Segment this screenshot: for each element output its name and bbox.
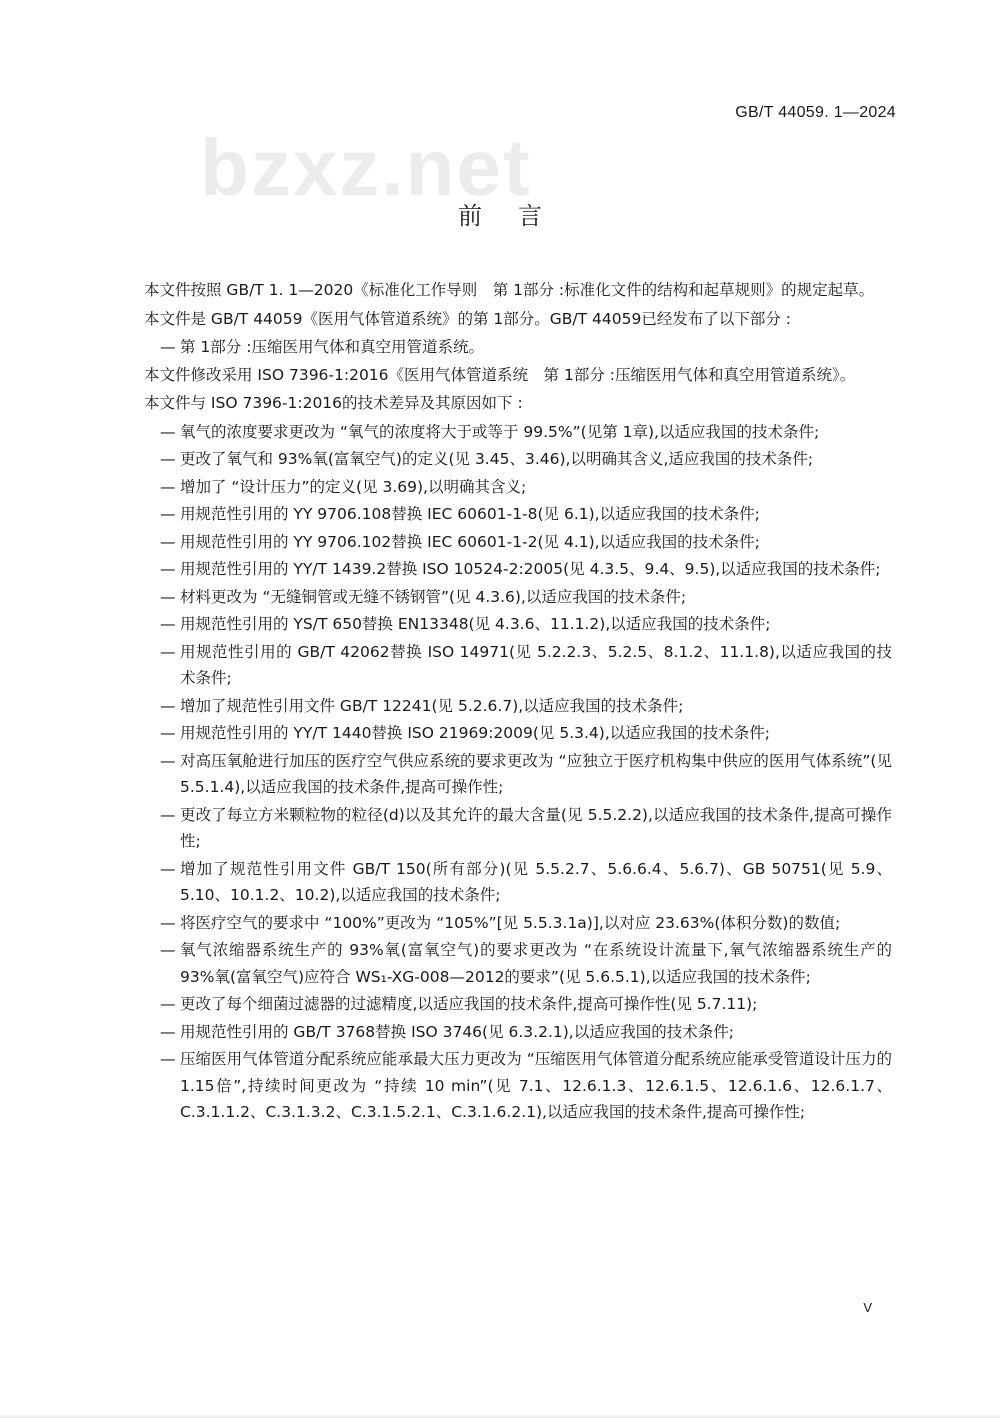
list-item [108,474,892,501]
dash-bullet: — [160,724,176,742]
list-item-text: 用规范性引用的 YY 9706.108替换 IEC 60601-1-8(见 6.1),以适应我国的技术条件; [180,505,760,523]
parts-list [108,334,892,361]
dash-bullet: — [160,505,176,523]
watermark: bzxz.net [200,123,532,212]
list-item [108,1046,892,1126]
list-item-text: 对高压氧舱进行加压的医疗空气供应系统的要求更改为 “应独立于医疗机构集中供应的医用气体系统”(见 5.5.1.4),以适应我国的技术条件,提高可操作性; [180,751,892,796]
dash-bullet: — [160,642,176,661]
list-item [108,748,892,801]
dash-bullet: — [160,422,176,441]
list-item [108,446,892,473]
list-item-text: 用规范性引用的 GB/T 42062替换 ISO 14971(见 5.2.2.3、5.2.5、8.1.2、11.1.8),以适应我国的技术条件; [180,642,892,687]
list-item [108,501,892,528]
list-item-text: 用规范性引用的 YY 9706.102替换 IEC 60601-1-2(见 4.1),以适应我国的技术条件; [180,532,760,551]
list-item [108,991,892,1018]
dash-bullet: — [160,995,176,1013]
page-edge [0,1414,1000,1418]
list-item [108,937,892,990]
list-item [108,611,892,638]
list-item-text: 压缩医用气体管道分配系统应能承最大压力更改为 “压缩医用气体管道分配系统应能承受管道设计压力的 1.15倍”,持续时间更改为 “持续 10 min”(见 7.1、12.6.1.3、12.6.1.5、12.6.1.6、12.6.1.7、C.3.1.1.2、C.3.1.3.2、C.3.1.5.2.1、C.3.1.6.2.1),以适应我国的技术条件,提高可操作性; [180,1050,892,1121]
dash-bullet: — [160,477,176,496]
list-item-text: 增加了规范性引用文件 GB/T 12241(见 5.2.6.7),以适应我国的技术条件; [180,696,684,715]
dash-bullet: — [160,338,176,356]
list-item [108,529,892,556]
dash-bullet: — [160,1050,176,1068]
list-item-text: 氧气浓缩器系统生产的 93%氧(富氧空气)的要求更改为 “在系统设计流量下,氧气浓缩器系统生产的 93%氧(富氧空气)应符合 WS₁-XG-008—2012的要求”(见 5.6.5.1),以适应我国的技术条件; [180,941,893,986]
list-item-text: 氧气的浓度要求更改为 “氧气的浓度将大于或等于 99.5%”(见第 1章),以适应我国的技术条件; [180,422,820,441]
list-item [108,720,892,747]
standard-number: GB/T 44059. 1—2024 [735,104,896,121]
list-item [108,856,892,909]
dash-bullet: — [160,941,176,959]
list-item-text: 将医疗空气的要求中 “100%”更改为 “105%”[见 5.5.3.1a)],以对应 23.63%(体积分数)的数值; [180,913,841,932]
list-item [108,556,892,583]
list-item-text: 增加了 “设计压力”的定义(见 3.69),以明确其含义; [180,477,527,496]
list-item [108,1019,892,1046]
paragraph: 本文件是 GB/T 44059《医用气体管道系统》的第 1部分。GB/T 44059已经发布了以下部分 : [144,309,792,328]
dash-bullet: — [160,587,176,606]
list-item-text: 更改了氧气和 93%氧(富氧空气)的定义(见 3.45、3.46),以明确其含义,适应我国的技术条件; [180,450,814,468]
dash-bullet: — [160,751,176,770]
list-item-text: 材料更改为 “无缝铜管或无缝不锈钢管”(见 4.3.6),以适应我国的技术条件; [180,587,687,606]
list-item [108,910,892,937]
foreword-body [108,277,892,1127]
dash-bullet: — [160,450,176,468]
dash-bullet: — [160,1022,176,1041]
list-item-text: 更改了每立方米颗粒物的粒径(d)以及其允许的最大含量(见 5.5.2.2),以适应我国的技术条件,提高可操作性; [180,805,892,850]
dash-bullet: — [160,560,176,578]
list-item-text: 增加了规范性引用文件 GB/T 150(所有部分)(见 5.5.2.7、5.6.6.4、5.6.7)、GB 50751(见 5.9、5.10、10.1.2、10.2),以适应我国的技术条件; [180,859,892,904]
list-item [108,584,892,611]
page-title: 前言 [458,202,578,230]
dash-bullet: — [160,532,176,551]
list-item [108,419,892,446]
dash-bullet: — [160,696,176,715]
list-item [108,802,892,855]
list-item-text: 用规范性引用的 GB/T 3768替换 ISO 3746(见 6.3.2.1),以适应我国的技术条件; [180,1022,734,1041]
dash-bullet: — [160,805,176,824]
paragraph: 本文件按照 GB/T 1. 1—2020《标准化工作导则 第 1部分 :标准化文件的结构和起草规则》的规定起草。 [144,281,875,299]
list-item [108,693,892,720]
list-item-text: 用规范性引用的 YY/T 1439.2替换 ISO 10524-2:2005(见 4.3.5、9.4、9.5),以适应我国的技术条件; [180,560,881,578]
list-item [108,639,892,692]
paragraph: 本文件修改采用 ISO 7396-1:2016《医用气体管道系统 第 1部分 :压缩医用气体和真空用管道系统》。 [144,365,856,384]
dash-bullet: — [160,859,176,878]
dash-bullet: — [160,913,176,932]
dash-bullet: — [160,615,176,633]
list-item [108,334,892,361]
list-item-text: 更改了每个细菌过滤器的过滤精度,以适应我国的技术条件,提高可操作性(见 5.7.11); [180,995,758,1013]
paragraph: 本文件与 ISO 7396-1:2016的技术差异及其原因如下 : [144,394,523,412]
page-number: V [863,1300,872,1315]
differences-list [108,419,892,1126]
list-item-text: 第 1部分 :压缩医用气体和真空用管道系统。 [180,338,484,356]
list-item-text: 用规范性引用的 YS/T 650替换 EN13348(见 4.3.6、11.1.2),以适应我国的技术条件; [180,615,771,633]
list-item-text: 用规范性引用的 YY/T 1440替换 ISO 21969:2009(见 5.3.4),以适应我国的技术条件; [180,724,770,742]
